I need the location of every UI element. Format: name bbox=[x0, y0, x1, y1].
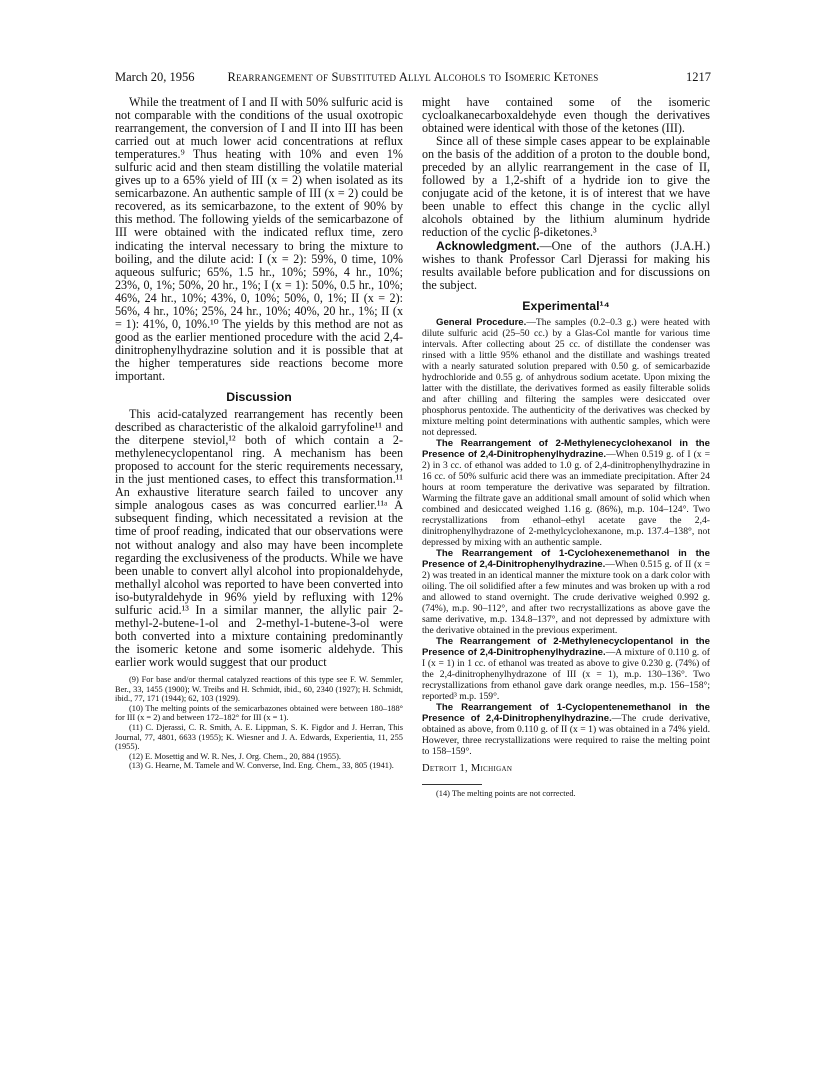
general-procedure bbox=[422, 317, 710, 438]
left-footnotes bbox=[115, 675, 403, 771]
left-paragraph-1: While the treatment of I and II with 50% sulfuric acid is not comparable with the conditions of the usual oxotropic rearrangement, the conversion of I and II into III has been carried out at much lower acid concentrations at reflux temperatures.⁹ Thus heating with 10% and even 1% sulfuric acid and then steam distilling the volatile material gives up to a 65% yield of III (x = 2) when isolated as its semicarbazone. An authentic sample of III (x = 2) could be recovered, as its semicarbazone, to the extent of 90% by this method. The following yields of the semicarbazone of III were obtained with the indicated reflux time, zero indicating the interval necessary to bring the mixture to boiling, and the dilute acid: I (x = 2): 59%, 0 time, 10% aqueous sulfuric; 65%, 1.5 hr., 10%; 59%, 4 hr., 10%; 23%, 0, 1%; 50%, 20 hr., 1%; I (x = 1): 50%, 0.5 hr., 10%; 46%, 24 hr., 10%; 43%, 0, 10%; 50%, 0, 1%; II (x = 2): 56%, 4 hr., 10%; 25%, 24 hr., 10%; 40%, 20 hr., 1%; II (x = 1): 41%, 0, 10%.¹⁰ The yields by this method are not as good as the earlier mentioned procedure with the acid 2,4-dinitrophenylhydrazine solution and it is possible that at the higher temperatures side reactions become more important. bbox=[115, 95, 403, 383]
footnote-13: (13) G. Hearne, M. Tamele and W. Converse, Ind. Eng. Chem., 33, 805 (1941). bbox=[129, 761, 394, 771]
left-paragraph-2: This acid-catalyzed rearrangement has recently been described as characteristic of the alkaloid garryfoline¹¹ and the diterpene steviol,¹² both of which contain a 2-methylenecyclopentanol ring. A mechanism has been proposed to account for the steric requirements necessary, in the just mentioned cases, to effect this transformation.¹¹ An exhaustive literature search failed to uncover any simple analogous cases as was concurred earlier.¹¹ᵃ A subsequent finding, which necessitated a revision at the time of proof reading, indicated that our observations were not without analogy and also may have been incomplete regarding the exclusiveness of the products. While we have been unable to convert allyl alcohol into propionaldehyde, methallyl alcohol was reported to have been converted into iso-butyraldehyde in 96% yield by refluxing with 12% sulfuric acid.¹³ In a similar manner, the allylic pair 2-methyl-2-butene-1-ol and 2-methyl-1-butene-3-ol were both converted into a mixture containing predominantly the isomeric ketone and some isomeric aldehyde. This earlier work would suggest that our product bbox=[115, 407, 403, 669]
acknowledgment-text: —One of the authors (J.A.H.) wishes to thank Professor Carl Djerassi for making his results available before publication and for discussions on the subject. bbox=[422, 238, 710, 292]
experimental-heading: Experimental¹⁴ bbox=[522, 298, 610, 313]
experiment-1-text: —When 0.519 g. of I (x = 2) in 3 cc. of ethanol was added to 1.0 g. of 2,4-dinitrophenylhydrazine in 16 cc. of 50% sulfuric acid there was an immediate precipitation. After 24 hours at room temperature the derivative was separated by filtration. Warming the filtrate gave an additional small amount of solid which when combined and desiccated weighed 1.16 g. (86%), m.p. 104–124°. Two recrystallizations from ethanol–ethyl acetate gave the 2,4-dinitrophenylhydrazone of 2-methylcyclohexanone, m.p. 137.4–138°, not depressed by mixing with an authentic sample. bbox=[422, 448, 710, 548]
author-location: Detroit 1, Michigan bbox=[422, 762, 513, 774]
experiment-4-heading: The Rearrangement of 1-Cyclopentenemethanol in the Presence of 2,4-Dinitrophenylhydrazine. bbox=[422, 701, 710, 724]
footnote-9: (9) For base and/or thermal catalyzed reactions of this type see F. W. Semmler, Ber., 33, 1455 (1900); W. Treibs and H. Schmidt, ibid., 60, 2340 (1927); H. Schmidt, ibid., 77, 171 (1944); 62, 103 (1929). bbox=[115, 674, 403, 704]
experiment-1-heading: The Rearrangement of 2-Methylenecyclohexanol in the Presence of 2,4-Dinitrophenylhydrazine. bbox=[422, 437, 710, 460]
right-paragraph-1: might have contained some of the isomeric cycloalkanecarboxaldehyde even though the derivatives obtained were identical with those of the ketones (III). bbox=[422, 95, 710, 136]
running-header bbox=[115, 70, 711, 90]
footnote-12: (12) E. Mosettig and W. R. Nes, J. Org. Chem., 20, 884 (1955). bbox=[129, 751, 341, 761]
right-column bbox=[422, 96, 710, 798]
discussion-heading: Discussion bbox=[226, 390, 292, 405]
experiment-2 bbox=[422, 548, 710, 636]
right-paragraph-2: Since all of these simple cases appear to be explainable on the basis of the addition of a proton to the double bond, preceded by an allylic rearrangement in the case of II, followed by a 1,2-shift of a hydride ion to give the conjugate acid of the ketone, it is of interest that we have been unable to effect this change in the cyclic allyl alcohols obtained by the lithium aluminum hydride reduction of the cyclic β-diketones.³ bbox=[422, 134, 710, 240]
footnote-14: (14) The melting points are not corrected. bbox=[436, 788, 576, 798]
experiment-4 bbox=[422, 702, 710, 757]
footnote-divider bbox=[422, 784, 482, 785]
general-procedure-heading: General Procedure. bbox=[436, 316, 527, 328]
header-page-number: 1217 bbox=[686, 70, 711, 84]
footnote-10: (10) The melting points of the semicarbazones obtained were between 180–188° for III (x = 2) and between 172–182° for III (x = 1). bbox=[115, 703, 403, 723]
acknowledgment bbox=[422, 240, 710, 292]
acknowledgment-heading: Acknowledgment. bbox=[436, 238, 540, 253]
footnote-11: (11) C. Djerassi, C. R. Smith, A. E. Lippman, S. K. Figdor and J. Herran, This Journal, 77, 4801, 6633 (1955); K. Wiesner and J. A. Edwards, Experientia, 11, 255 (1955). bbox=[115, 722, 403, 752]
experiment-3-text: —A mixture of 0.110 g. of I (x = 1) in 1 cc. of ethanol was treated as above to give 0.230 g. (74%) of the 2,4-dinitrophenylhydrazone of III (x = 1), m.p. 130–136°. Two recrystallizations from ethanol gave dark orange needles, m.p. 156–158°; reported³ m.p. 159°. bbox=[422, 646, 711, 702]
experiment-3-heading: The Rearrangement of 2-Methylenecyclopentanol in the Presence of 2,4-Dinitrophenylhydrazine. bbox=[422, 635, 710, 658]
experiment-4-text: —The crude derivative, obtained as above, from 0.110 g. of II (x = 1) was obtained in a 74% yield. However, three recrystallizations were required to raise the melting point to 158–159°. bbox=[422, 712, 710, 757]
header-date: March 20, 1956 bbox=[115, 70, 195, 84]
left-column bbox=[115, 96, 403, 771]
experiment-1 bbox=[422, 438, 710, 548]
experiment-2-text: —When 0.515 g. of II (x = 2) was treated in an identical manner the mixture took on a dark color with oiling. The oil solidified after a few minutes and was broken up with a rod and allowed to stand overnight. The crude derivative weighed 0.992 g. (74%), m.p. 90–112°, and after two recrystallizations as above gave the same derivative, m.p. 134.8–137°, and not depressed by admixture with the derivative obtained in the previous experiment. bbox=[422, 558, 710, 636]
experiment-3 bbox=[422, 636, 710, 702]
header-running-title: Rearrangement of Substituted Allyl Alcohols to Isomeric Ketones bbox=[227, 70, 599, 84]
experiment-2-heading: The Rearrangement of 1-Cyclohexenemethanol in the Presence of 2,4-Dinitrophenylhydrazine. bbox=[422, 547, 710, 570]
general-procedure-text: —The samples (0.2–0.3 g.) were heated with dilute sulfuric acid (25–50 cc.) by a Glas-Col mantle for various time intervals. After collecting about 25 cc. of distillate the condenser was rinsed with a little 95% ethanol and the distillate and washings treated with a nearly saturated solution prepared with 0.50 g. of semicarbazide hydrochloride and 0.55 g. of anhydrous sodium acetate. Upon mixing the latter with the distillate, the derivatives formed as easily filterable solids and after chilling and filtering the samples were desiccated over phosphorus pentoxide. The authenticity of the derivatives was checked by mixture melting point determinations with authentic samples, which were not depressed. bbox=[422, 316, 710, 438]
